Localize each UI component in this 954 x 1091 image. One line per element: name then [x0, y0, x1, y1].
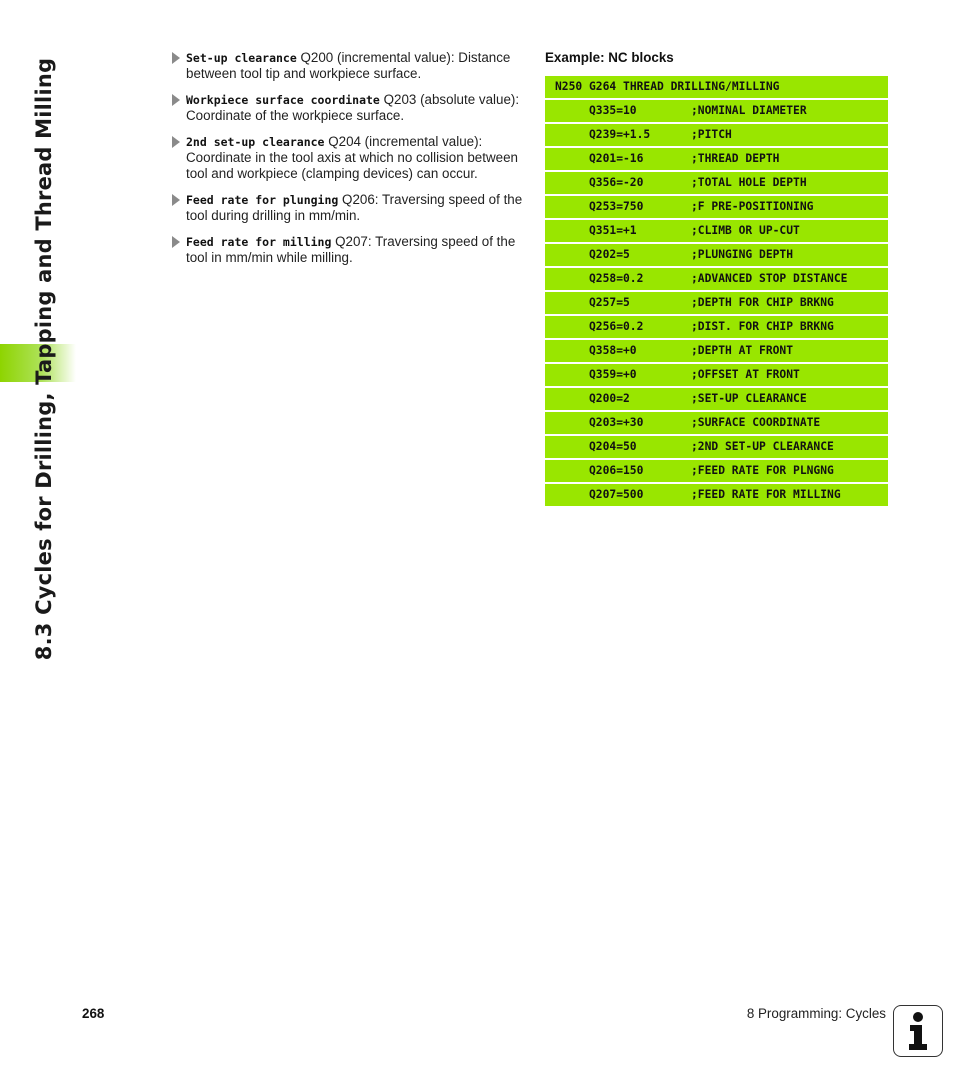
info-icon	[893, 1005, 943, 1057]
nc-param: Q359=+0	[589, 368, 637, 381]
nc-comment: ;ADVANCED STOP DISTANCE	[691, 272, 848, 285]
bullet-arrow-icon	[172, 94, 180, 106]
nc-comment: ;FEED RATE FOR PLNGNG	[691, 464, 834, 477]
nc-row	[545, 388, 888, 410]
nc-param: Q200=2	[589, 392, 630, 405]
nc-row	[545, 460, 888, 482]
nc-comment: ;SURFACE COORDINATE	[691, 416, 821, 429]
nc-comment: ;PITCH	[691, 128, 732, 141]
nc-comment: ;THREAD DEPTH	[691, 152, 780, 165]
param-description: Q200 (incremental value): Distance between tool tip and workpiece surface.	[186, 50, 511, 81]
nc-comment: ;F PRE-POSITIONING	[691, 200, 814, 213]
nc-comment: ;CLIMB OR UP-CUT	[691, 224, 800, 237]
param-keyword: 2nd set-up clearance	[186, 135, 325, 149]
param-item	[172, 234, 524, 266]
param-description: Q203 (absolute value): Coordinate of the workpiece surface.	[186, 92, 520, 123]
footer-section-title: 8 Programming: Cycles	[746, 1006, 886, 1021]
nc-row	[545, 124, 888, 146]
nc-comment: ;DEPTH AT FRONT	[691, 344, 794, 357]
nc-param: Q256=0.2	[589, 320, 644, 333]
bullet-arrow-icon	[172, 136, 180, 148]
nc-block-listing	[545, 76, 888, 508]
nc-header-row: N250 G264 THREAD DRILLING/MILLING	[545, 76, 888, 98]
param-keyword: Set-up clearance	[186, 51, 297, 65]
chapter-side-title	[26, 54, 62, 664]
page-number: 268	[82, 1006, 105, 1021]
nc-row	[545, 244, 888, 266]
nc-param: Q253=750	[589, 200, 644, 213]
param-keyword: Feed rate for plunging	[186, 193, 339, 207]
param-item	[172, 92, 524, 124]
nc-param: Q202=5	[589, 248, 630, 261]
nc-row	[545, 196, 888, 218]
nc-row	[545, 364, 888, 386]
example-title: Example: NC blocks	[545, 50, 674, 65]
nc-comment: ;FEED RATE FOR MILLING	[691, 488, 841, 501]
nc-row	[545, 316, 888, 338]
nc-param: Q258=0.2	[589, 272, 644, 285]
param-description: Q207: Traversing speed of the tool in mm/min while milling.	[186, 234, 516, 265]
param-keyword: Workpiece surface coordinate	[186, 93, 380, 107]
nc-param: Q207=500	[589, 488, 644, 501]
param-description: Q204 (incremental value): Coordinate in the tool axis at which no collision between tool and workpiece (clamping devices) can occur.	[186, 134, 518, 181]
nc-param: Q335=10	[589, 104, 637, 117]
nc-param: Q206=150	[589, 464, 644, 477]
nc-param: Q203=+30	[589, 416, 644, 429]
nc-comment: ;2ND SET-UP CLEARANCE	[691, 440, 834, 453]
nc-param: Q358=+0	[589, 344, 637, 357]
nc-comment: ;NOMINAL DIAMETER	[691, 104, 807, 117]
nc-param: Q201=-16	[589, 152, 644, 165]
nc-param: Q351=+1	[589, 224, 637, 237]
nc-row	[545, 220, 888, 242]
nc-row	[545, 148, 888, 170]
nc-row	[545, 412, 888, 434]
nc-row	[545, 292, 888, 314]
nc-param: Q239=+1.5	[589, 128, 651, 141]
side-title-text: 8.3 Cycles for Drilling, Tapping and Thread Milling	[32, 57, 56, 661]
nc-param: Q257=5	[589, 296, 630, 309]
parameter-list	[172, 50, 524, 276]
nc-param: Q204=50	[589, 440, 637, 453]
nc-param: Q356=-20	[589, 176, 644, 189]
bullet-arrow-icon	[172, 52, 180, 64]
nc-comment: ;SET-UP CLEARANCE	[691, 392, 807, 405]
nc-comment: ;DIST. FOR CHIP BRKNG	[691, 320, 834, 333]
info-glyph	[901, 1010, 935, 1052]
bullet-arrow-icon	[172, 236, 180, 248]
nc-row	[545, 100, 888, 122]
nc-comment: ;OFFSET AT FRONT	[691, 368, 800, 381]
param-keyword: Feed rate for milling	[186, 235, 332, 249]
nc-row	[545, 268, 888, 290]
nc-comment: ;DEPTH FOR CHIP BRKNG	[691, 296, 834, 309]
nc-row	[545, 436, 888, 458]
param-description: Q206: Traversing speed of the tool during drilling in mm/min.	[186, 192, 523, 223]
nc-comment: ;TOTAL HOLE DEPTH	[691, 176, 807, 189]
nc-row	[545, 340, 888, 362]
param-item	[172, 192, 524, 224]
param-item	[172, 50, 524, 82]
bullet-arrow-icon	[172, 194, 180, 206]
nc-comment: ;PLUNGING DEPTH	[691, 248, 794, 261]
nc-row	[545, 484, 888, 506]
nc-row	[545, 172, 888, 194]
param-item	[172, 134, 524, 182]
